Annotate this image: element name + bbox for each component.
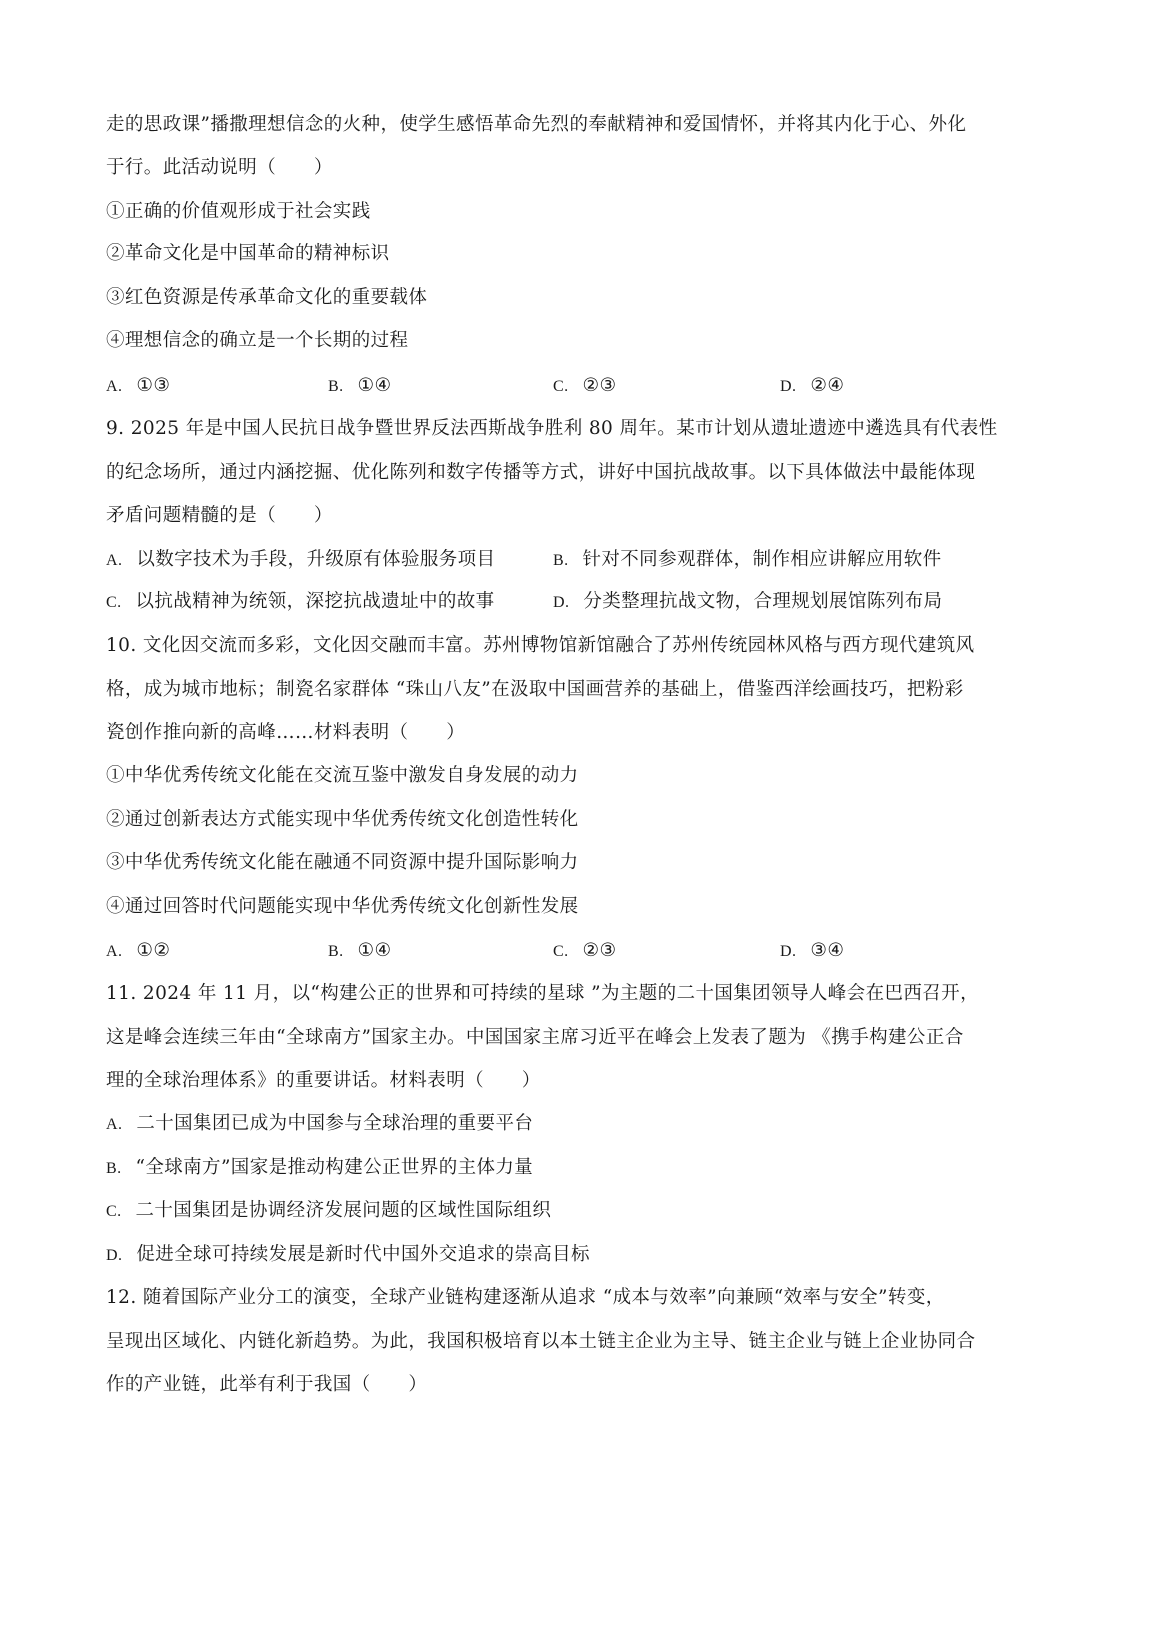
option-text: ②④ [810,375,845,396]
q10-option-a[interactable] [106,938,170,965]
q10-option-b[interactable] [328,938,391,965]
option-text: ①③ [136,375,171,396]
q11-option-b[interactable] [106,1155,533,1182]
option-letter: C. [553,378,569,395]
option-text: ①② [136,940,171,961]
option-text: 促进全球可持续发展是新时代中国外交追求的崇高目标 [136,1244,590,1265]
option-text: ①④ [357,375,392,396]
q9-option-b[interactable] [553,547,942,574]
option-text: 以抗战精神为统领，深挖抗战遗址中的故事 [135,591,495,612]
q11-stem-line-3: 理的全球治理体系》的重要讲话。材料表明（ ） [106,1070,541,1091]
option-letter: D. [106,1247,123,1264]
q9-stem-line-2: 的纪念场所，通过内涵挖掘、优化陈列和数字传播等方式，讲好中国抗战故事。以下具体做法中最能体现 [106,462,976,483]
q8-option-a[interactable] [106,373,170,400]
q9-stem-line-3: 矛盾问题精髓的是（ ） [106,505,333,526]
q10-statement-1: ①中华优秀传统文化能在交流互鉴中激发自身发展的动力 [106,765,579,786]
option-letter: B. [553,552,569,569]
q12-stem-line-1: 12. 随着国际产业分工的演变，全球产业链构建逐渐从追求 “成本与效率”向兼顾“效率与安全”转变， [106,1287,945,1308]
q8-option-c[interactable] [553,373,616,400]
option-letter: B. [328,943,344,960]
q11-option-d[interactable] [106,1242,590,1269]
q12-stem-line-3: 作的产业链，此举有利于我国（ ） [106,1374,428,1395]
q8-option-d[interactable] [780,373,844,400]
option-text: 分类整理抗战文物，合理规划展馆陈列布局 [583,591,943,612]
q11-option-c[interactable] [106,1198,551,1225]
q10-option-c[interactable] [553,938,616,965]
q9-option-a[interactable] [106,547,495,574]
q9-option-c[interactable] [106,589,495,616]
option-letter: A. [106,1116,123,1133]
q8-option-b[interactable] [328,373,391,400]
option-text: ①④ [357,940,392,961]
option-text: “全球南方”国家是推动构建公正世界的主体力量 [135,1157,534,1178]
option-letter: A. [106,943,123,960]
q10-statement-3: ③中华优秀传统文化能在融通不同资源中提升国际影响力 [106,852,579,873]
option-letter: C. [106,594,122,611]
option-text: 针对不同参观群体，制作相应讲解应用软件 [582,549,942,570]
option-letter: B. [106,1160,122,1177]
option-letter: A. [106,552,123,569]
q10-statement-4: ④通过回答时代问题能实现中华优秀传统文化创新性发展 [106,896,579,917]
q8-stem-line-1: 走的思政课”播撒理想信念的火种，使学生感悟革命先烈的奉献精神和爱国情怀，并将其内化于心、外化 [106,114,967,135]
q8-stem-line-2: 于行。此活动说明（ ） [106,157,333,178]
option-letter: D. [553,594,570,611]
q9-stem-line-1: 9. 2025 年是中国人民抗日战争暨世界反法西斯战争胜利 80 周年。某市计划从遗址遗迹中遴选具有代表性 [106,418,998,439]
q8-statement-4: ④理想信念的确立是一个长期的过程 [106,330,409,351]
q10-stem-line-3: 瓷创作推向新的高峰……材料表明（ ） [106,722,466,743]
option-letter: C. [553,943,569,960]
option-text: 二十国集团已成为中国参与全球治理的重要平台 [136,1113,534,1134]
q8-statement-1: ①正确的价值观形成于社会实践 [106,201,371,222]
q10-stem-line-2: 格，成为城市地标；制瓷名家群体 “珠山八友”在汲取中国画营养的基础上，借鉴西洋绘画技巧，把粉彩 [106,679,964,700]
option-text: 以数字技术为手段，升级原有体验服务项目 [136,549,496,570]
option-letter: D. [780,943,797,960]
option-letter: B. [328,378,344,395]
q10-option-d[interactable] [780,938,844,965]
q8-statement-2: ②革命文化是中国革命的精神标识 [106,243,390,264]
q8-statement-3: ③红色资源是传承革命文化的重要载体 [106,287,428,308]
option-text: ②③ [582,375,617,396]
option-letter: C. [106,1203,122,1220]
option-text: ③④ [810,940,845,961]
q12-stem-line-2: 呈现出区域化、内链化新趋势。为此，我国积极培育以本土链主企业为主导、链主企业与链上企业协同合 [106,1331,976,1352]
option-letter: D. [780,378,797,395]
option-text: 二十国集团是协调经济发展问题的区域性国际组织 [135,1200,552,1221]
q10-stem-line-1: 10. 文化因交流而多彩，文化因交融而丰富。苏州博物馆新馆融合了苏州传统园林风格与西方现代建筑风 [106,635,975,656]
q11-stem-line-2: 这是峰会连续三年由“全球南方”国家主办。中国国家主席习近平在峰会上发表了题为 《携手构建公正合 [106,1027,964,1048]
option-text: ②③ [582,940,617,961]
option-letter: A. [106,378,123,395]
q11-option-a[interactable] [106,1111,533,1138]
q11-stem-line-1: 11. 2024 年 11 月，以“构建公正的世界和可持续的星球 ”为主题的二十国集团领导人峰会在巴西召开， [106,983,979,1004]
q9-option-d[interactable] [553,589,942,616]
q10-statement-2: ②通过创新表达方式能实现中华优秀传统文化创造性转化 [106,809,579,830]
